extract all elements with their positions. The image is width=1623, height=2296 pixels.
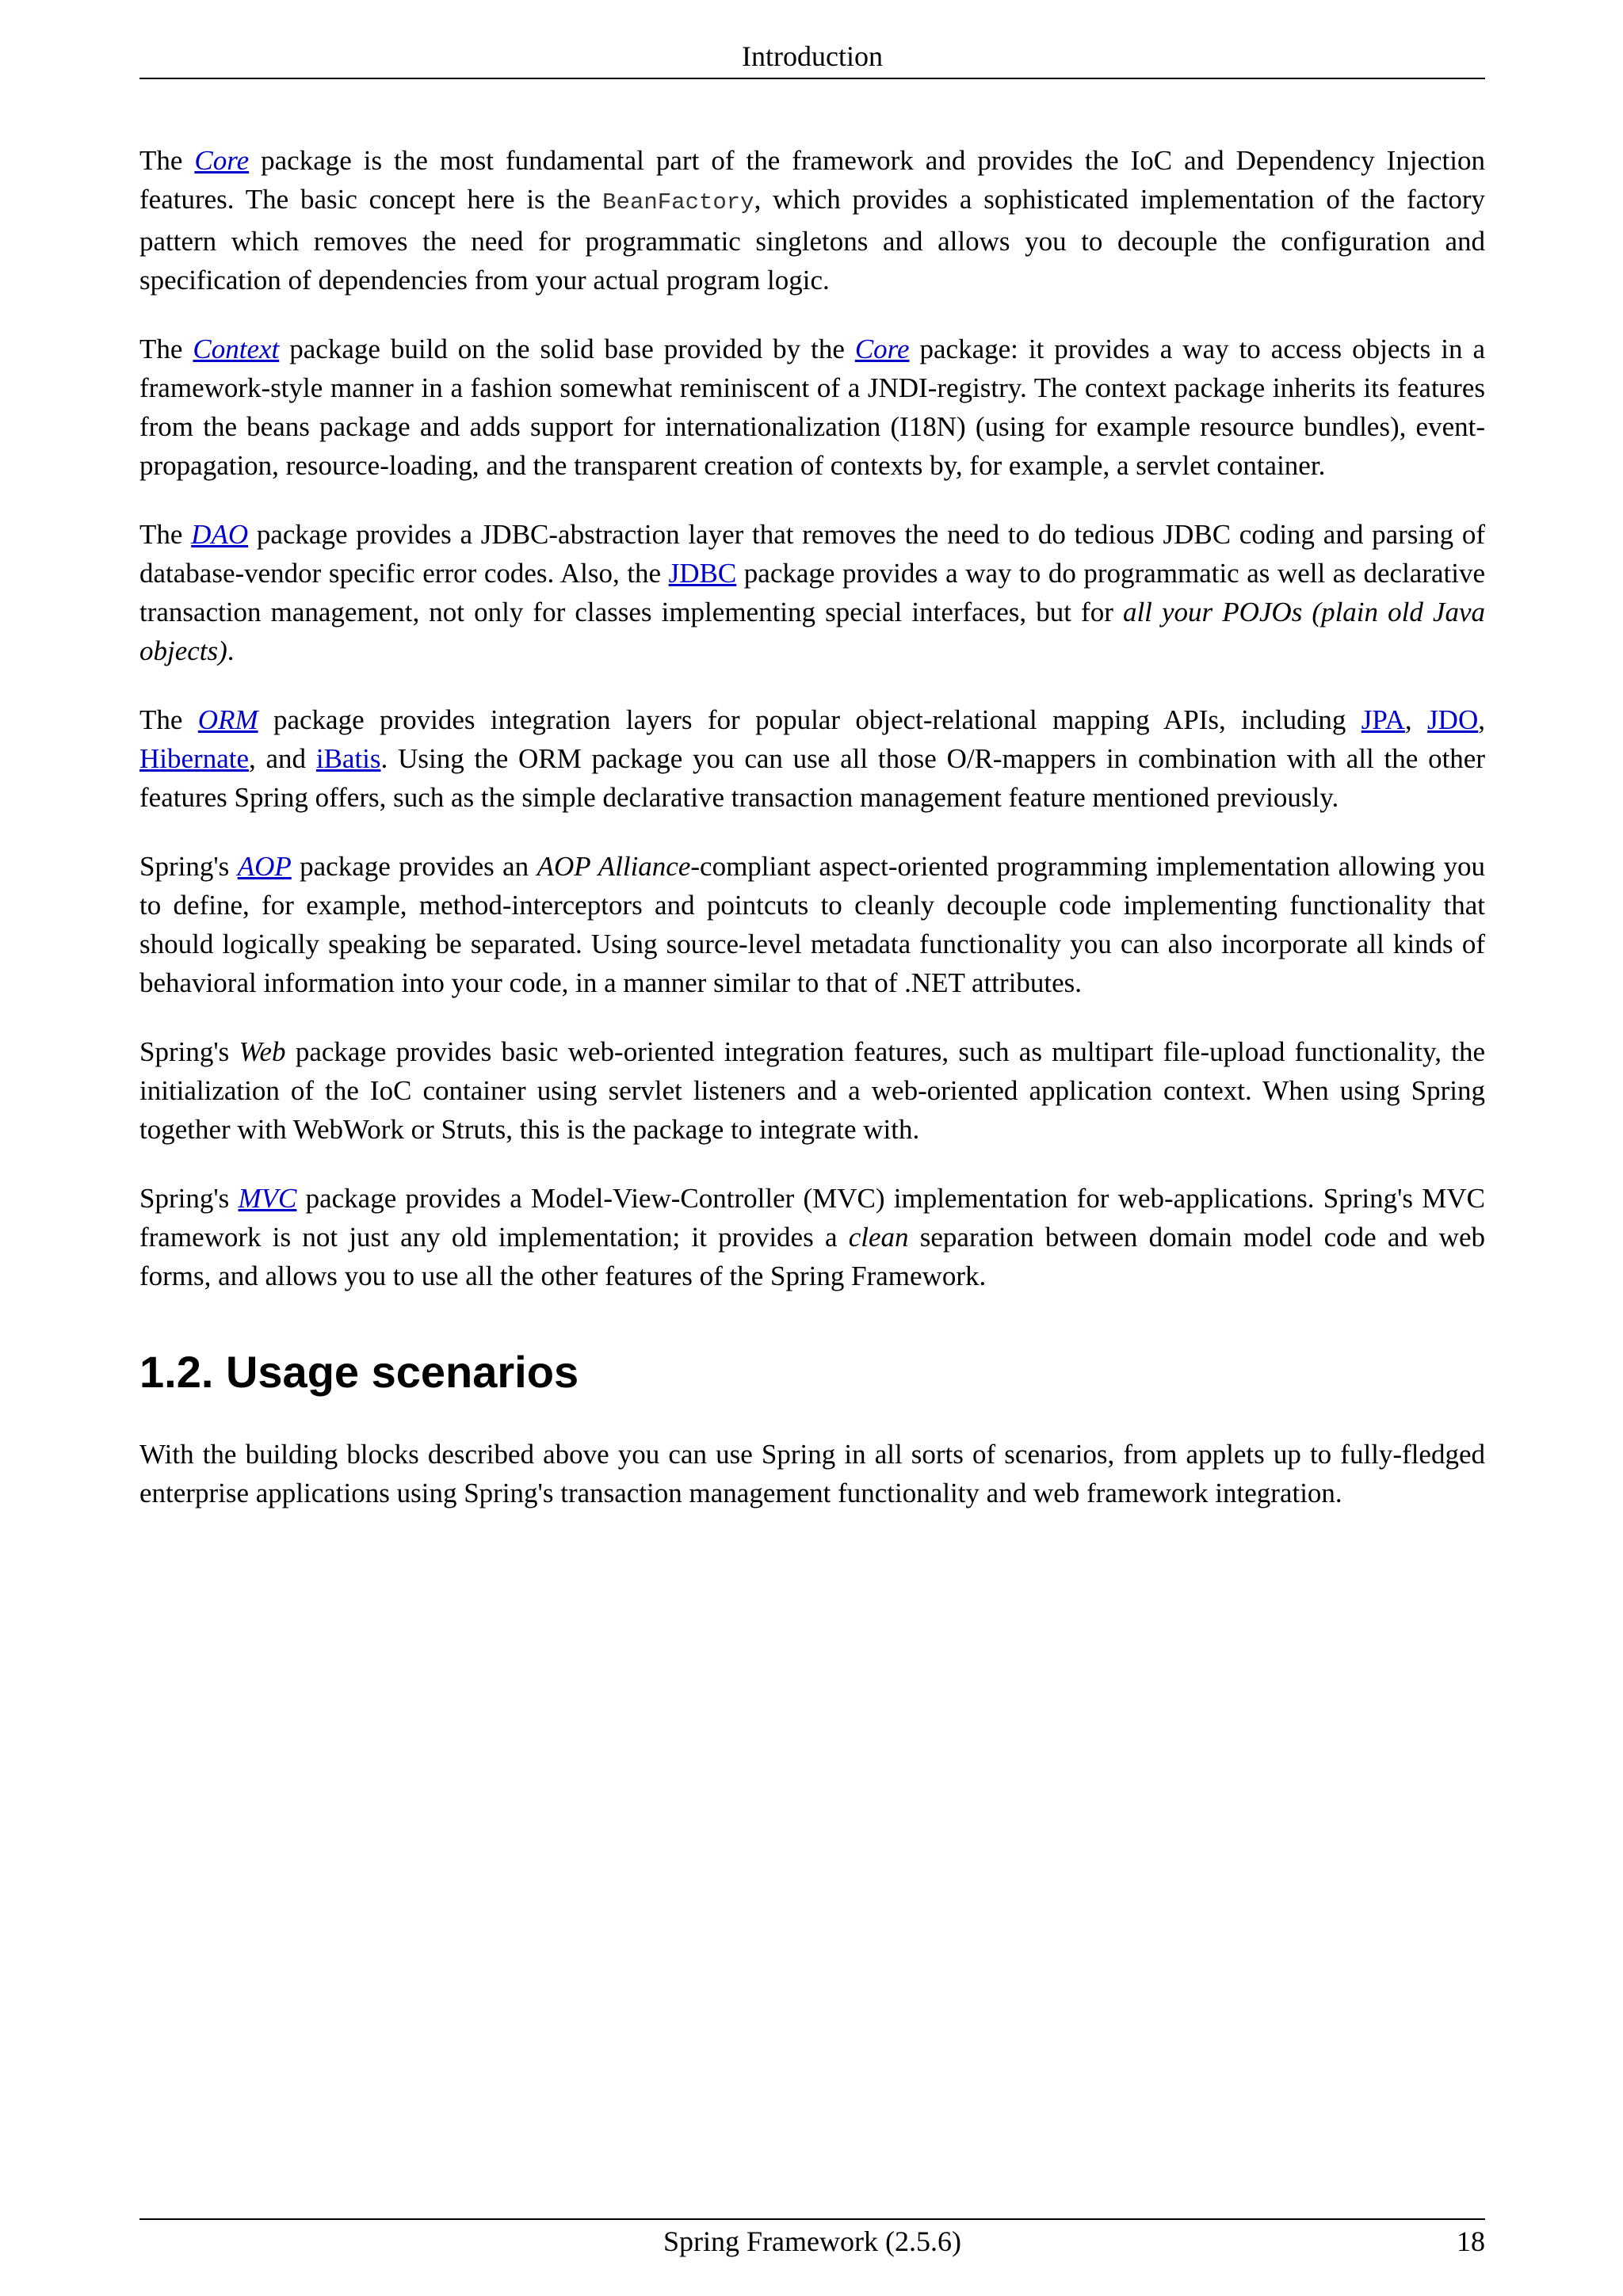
orm-link[interactable] (198, 704, 258, 735)
jpa-link[interactable]: JPA (1361, 704, 1405, 735)
text: The (139, 519, 192, 550)
text: , and (248, 743, 316, 774)
emphasis: all your POJOs (plain old Java objects) (139, 597, 1485, 666)
text: Spring's (139, 1036, 239, 1067)
text: The (139, 334, 193, 364)
text: -compliant aspect-oriented programming implementation allowing you to define, for example, method-interceptors and pointcuts to cleanly decouple code implementing functionality that should logically speaking be separated. Using source-level metadata functionality you can also incorporate all kinds of behavioral information into your code, in a manner similar to that of .NET attributes. (139, 851, 1485, 998)
text: Spring's (139, 851, 238, 882)
paragraph-mvc (139, 1179, 1485, 1295)
text: package build on the solid base provided by the (279, 334, 855, 364)
text: , (1404, 704, 1428, 735)
header-title: Introduction (742, 40, 883, 72)
emphasis: Web (239, 1036, 286, 1067)
page-header (139, 35, 1485, 79)
emphasis: clean (848, 1222, 909, 1253)
dao-link[interactable] (191, 519, 248, 550)
emphasis: AOP Alliance (537, 851, 691, 882)
core-link-label: Core (194, 145, 250, 176)
text: . Using the ORM package you can use all those O/R-mappers in combination with all the other features Spring offers, such as the simple declarative transaction management feature mentioned previously. (139, 743, 1485, 813)
text: package provides a way to do programmatic as well as declarative transaction management, not only for classes implementing special interfaces, but for (139, 558, 1486, 627)
text: package provides an (291, 851, 537, 882)
jdo-link[interactable]: JDO (1427, 704, 1479, 735)
aop-link-label: AOP (237, 851, 292, 882)
text: package provides a JDBC-abstraction layer that removes the need to do tedious JDBC coding and parsing of database-vendor specific error codes. Also, the (139, 519, 1485, 589)
paragraph-orm (139, 700, 1485, 817)
paragraph-usage: With the building blocks described above you can use Spring in all sorts of scenarios, from applets up to fully-fledged enterprise applications using Spring's transaction management functionality and web framework integration. (139, 1439, 1485, 1508)
paragraph-web (139, 1032, 1485, 1149)
text: package provides basic web-oriented integration features, such as multipart file-upload functionality, the initialization of the IoC container using servlet listeners and a web-oriented application context. When using Spring together with WebWork or Struts, this is the package to integrate with. (139, 1036, 1485, 1145)
mvc-link[interactable] (239, 1183, 297, 1214)
orm-link-label: ORM (197, 704, 258, 735)
page-footer (139, 2218, 1485, 2263)
paragraph-aop (139, 847, 1485, 1002)
dao-link-label: DAO (191, 519, 249, 550)
context-link[interactable] (193, 334, 279, 364)
section-heading: 1.2. Usage scenarios (139, 1347, 579, 1397)
text: . (227, 635, 235, 666)
paragraph-core (139, 141, 1485, 299)
aop-link[interactable] (238, 851, 292, 882)
context-link-label: Context (193, 334, 280, 364)
text: Spring's (139, 1183, 239, 1214)
paragraph-dao (139, 515, 1485, 670)
text: package provides a Model-View-Controller (MVC) implementation for web-applications. Spring's MVC framework is not just any old implementation; it provides a (139, 1183, 1485, 1253)
text: package is the most fundamental part of the framework and provides the IoC and Dependency Injection features. The basic concept here is the (139, 145, 1485, 215)
ibatis-link[interactable]: iBatis (315, 743, 381, 774)
beanfactory-code: BeanFactory (602, 189, 754, 215)
jdbc-link[interactable]: JDBC (668, 558, 737, 589)
text: package: it provides a way to access objects in a framework-style manner in a fashion somewhat reminiscent of a JNDI-registry. The context package inherits its features from the beans package and adds support for internationalization (I18N) (using for example resource bundles), event-propagation, resource-loading, and the transparent creation of contexts by, for example, a servlet container. (139, 334, 1485, 481)
footer-title: Spring Framework (2.5.6) (663, 2225, 961, 2257)
paragraph-context (139, 330, 1485, 485)
core-link-label: Core (854, 334, 910, 364)
core-link[interactable] (194, 145, 249, 176)
text: The (139, 704, 198, 735)
text: , (1478, 704, 1485, 735)
text: separation between domain model code and web forms, and allows you to use all the other features of the Spring Framework. (139, 1222, 1485, 1291)
text: The (139, 145, 195, 176)
core-link[interactable] (855, 334, 910, 364)
page-number: 18 (1457, 2225, 1485, 2257)
hibernate-link[interactable]: Hibernate (139, 743, 249, 774)
text: package provides integration layers for popular object-relational mapping APIs, including (258, 704, 1361, 735)
document-body (139, 141, 1485, 1543)
text: , which provides a sophisticated implementation of the factory pattern which removes the need for programmatic singletons and allows you to decouple the configuration and specification of dependencies from your actual program logic. (139, 184, 1485, 296)
mvc-link-label: MVC (238, 1183, 297, 1214)
